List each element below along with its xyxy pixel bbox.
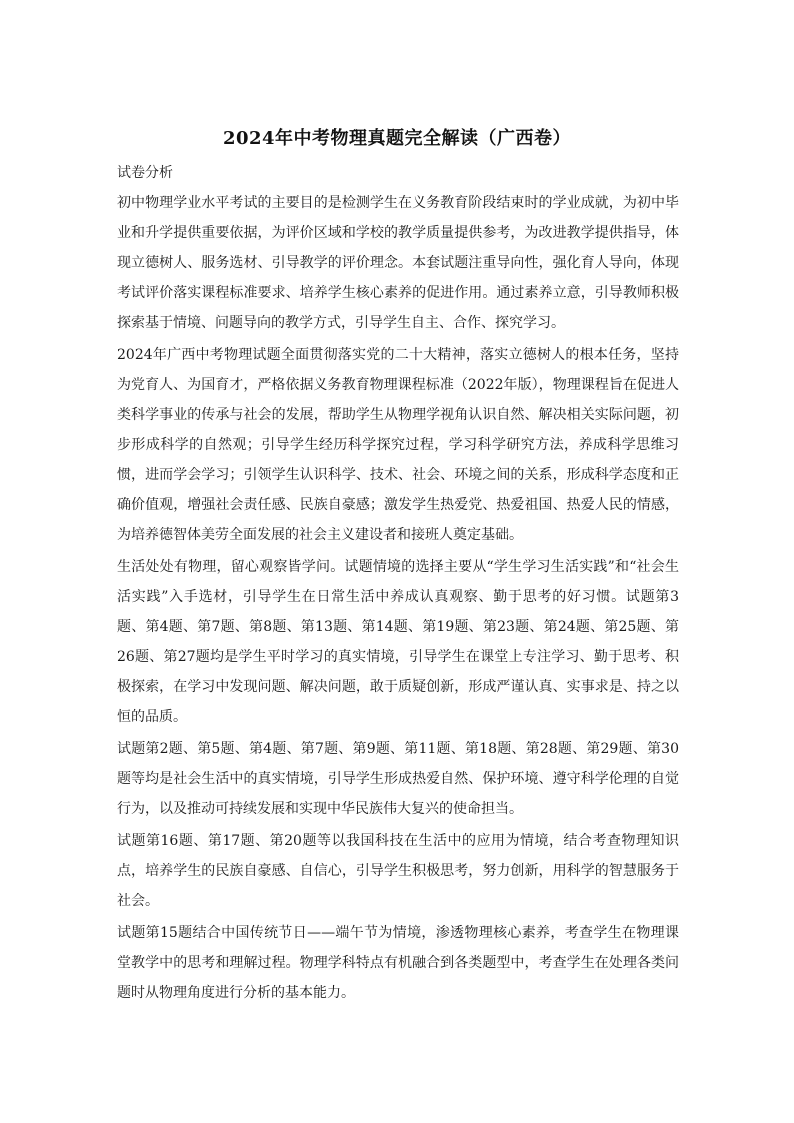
- document-body: [117, 158, 679, 1010]
- paragraph: 试题第16题、第17题、第20题等以我国科技在生活中的应用为情境，结合考查物理知识点，培养学生的民族自豪感、自信心，引导学生积极思考，努力创新，用科学的智慧服务于社会。: [117, 833, 679, 909]
- paragraph: 初中物理学业水平考试的主要目的是检测学生在义务教育阶段结束时的学业成就，为初中毕业和升学提供重要依据，为评价区域和学校的教学质量提供参考，为改进教学提供指导，体现立德树人、服务选材、引导教学的评价理念。本套试题注重导向性，强化育人导向，体现考试评价落实课程标准要求、培养学生核心素养的促进作用。通过素养立意，引导教师积极探索基于情境、问题导向的教学方式，引导学生自主、合作、探究学习。: [117, 195, 679, 331]
- paragraph: 试题第15题结合中国传统节日——端午节为情境，渗透物理核心素养，考查学生在物理课堂教学中的思考和理解过程。物理学科特点有机融合到各类题型中，考查学生在处理各类问题时从物理角度进行分析的基本能力。: [117, 925, 679, 1001]
- paragraph: 生活处处有物理，留心观察皆学问。试题情境的选择主要从“学生学习生活实践”和“社会生活实践”入手选材，引导学生在日常生活中养成认真观察、勤于思考的好习惯。试题第3题、第4题、第7题、第8题、第13题、第14题、第19题、第23题、第24题、第25题、第26题、第27题均是学生平时学习的真实情境，引导学生在课堂上专注学习、勤于思考、积极探索，在学习中发现问题、解决问题，敢于质疑创新，形成严谨认真、实事求是、持之以恒的品质。: [117, 559, 679, 725]
- paragraph: 2024年广西中考物理试题全面贯彻落实党的二十大精神，落实立德树人的根本任务，坚持为党育人、为国育才，严格依据义务教育物理课程标准（2022年版），物理课程旨在促进人类科学事业的传承与社会的发展，帮助学生从物理学视角认识自然、解决相关实际问题，初步形成科学的自然观；引导学生经历科学探究过程，学习科学研究方法，养成科学思维习惯，进而学会学习；引领学生认识科学、技术、社会、环境之间的关系，形成科学态度和正确价值观，增强社会责任感、民族自豪感；激发学生热爱党、热爱祖国、热爱人民的情感，为培养德智体美劳全面发展的社会主义建设者和接班人奠定基础。: [117, 347, 679, 543]
- section-heading: 试卷分析: [117, 165, 173, 181]
- document-title: 2024年中考物理真题完全解读（广西卷）: [222, 128, 572, 149]
- paragraph: 试题第2题、第5题、第4题、第7题、第9题、第11题、第18题、第28题、第29题、第30题等均是社会生活中的真实情境，引导学生形成热爱自然、保护环境、遵守科学伦理的自觉行为，以及推动可持续发展和实现中华民族伟大复兴的使命担当。: [117, 741, 679, 817]
